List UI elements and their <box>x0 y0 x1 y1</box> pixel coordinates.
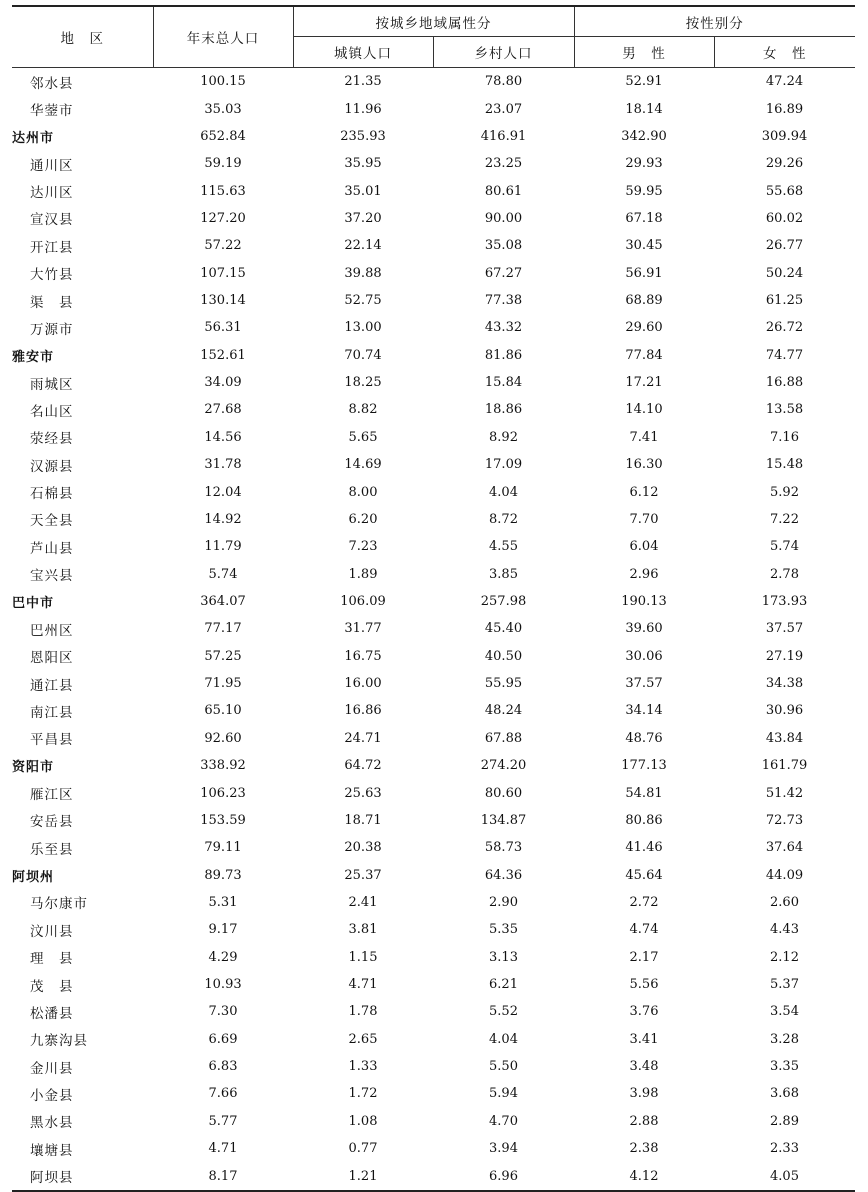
cell-female: 74.77 <box>765 347 804 363</box>
cell-total: 31.78 <box>204 457 242 473</box>
cell-rural: 2.90 <box>489 894 518 910</box>
region-name: 汉源县 <box>30 458 74 475</box>
cell-urban: 2.41 <box>348 894 378 910</box>
table-header <box>12 6 855 68</box>
cell-male: 342.90 <box>621 128 667 144</box>
cell-male: 2.17 <box>629 949 659 965</box>
table-row-city <box>12 588 855 615</box>
table-row <box>12 424 855 451</box>
cell-male: 4.12 <box>574 1162 714 1190</box>
cell-male: 2.72 <box>629 894 659 910</box>
region-name: 松潘县 <box>30 1005 74 1022</box>
table-row <box>12 643 855 670</box>
cell-male: 7.41 <box>629 429 659 445</box>
cell-rural: 274.20 <box>480 758 527 774</box>
cell-urban: 13.00 <box>344 320 382 336</box>
cell-rural: 6.96 <box>433 1162 574 1190</box>
cell-total: 338.92 <box>200 758 246 774</box>
table-row <box>12 478 855 505</box>
cell-male: 80.86 <box>625 812 663 828</box>
cell-rural: 6.21 <box>489 977 518 993</box>
cell-urban: 1.72 <box>348 1086 378 1102</box>
region-name: 九寨沟县 <box>30 1033 88 1050</box>
cell-rural: 23.07 <box>484 101 523 117</box>
cell-rural: 90.00 <box>484 210 523 226</box>
cell-total: 34.09 <box>204 375 242 391</box>
cell-total: 92.60 <box>204 730 242 746</box>
table-body <box>12 68 855 1191</box>
cell-female: 44.09 <box>765 867 804 883</box>
cell-total: 27.68 <box>204 402 242 418</box>
cell-female: 7.16 <box>770 429 799 445</box>
header-rural: 乡村人口 <box>433 37 574 68</box>
cell-rural: 4.04 <box>489 484 518 500</box>
cell-rural: 40.50 <box>484 648 523 664</box>
cell-female: 15.48 <box>765 457 804 473</box>
cell-rural: 3.94 <box>489 1141 518 1157</box>
region-name: 雁江区 <box>30 787 74 804</box>
cell-total: 14.56 <box>204 429 242 445</box>
cell-male: 54.81 <box>625 785 663 801</box>
table-row <box>12 971 855 998</box>
region-name: 金川县 <box>30 1060 74 1077</box>
cell-urban: 2.65 <box>348 1031 378 1047</box>
cell-male: 34.14 <box>625 703 663 719</box>
cell-rural: 5.50 <box>489 1059 518 1075</box>
table-row <box>12 314 855 341</box>
cell-rural: 80.60 <box>484 785 523 801</box>
cell-male: 3.98 <box>629 1086 659 1102</box>
cell-male: 37.57 <box>625 676 663 692</box>
header-female: 女 性 <box>714 37 855 68</box>
cell-rural: 5.35 <box>489 922 518 938</box>
cell-rural: 67.27 <box>484 265 523 281</box>
cell-rural: 45.40 <box>484 621 523 637</box>
cell-urban: 5.65 <box>348 429 378 445</box>
cell-female: 37.57 <box>765 621 804 637</box>
cell-female: 3.68 <box>770 1086 799 1102</box>
cell-female: 5.74 <box>770 539 799 555</box>
cell-female: 161.79 <box>761 758 808 774</box>
cell-urban: 25.63 <box>344 785 382 801</box>
table-row <box>12 670 855 697</box>
cell-rural: 35.08 <box>484 238 523 254</box>
table-row <box>12 1080 855 1107</box>
cell-male: 30.06 <box>625 648 663 664</box>
cell-urban: 16.86 <box>344 703 382 719</box>
cell-urban: 22.14 <box>344 238 382 254</box>
table-row <box>12 232 855 259</box>
table-row <box>12 560 855 587</box>
cell-rural: 5.94 <box>489 1086 518 1102</box>
cell-male: 17.21 <box>625 375 663 391</box>
cell-urban: 11.96 <box>344 101 382 117</box>
cell-urban: 16.75 <box>344 648 382 664</box>
cell-urban: 4.71 <box>348 977 378 993</box>
cell-rural: 8.92 <box>489 429 518 445</box>
region-name: 茂 县 <box>30 978 74 995</box>
cell-total: 35.03 <box>204 101 242 117</box>
cell-urban: 52.75 <box>344 293 382 309</box>
cell-female: 3.54 <box>770 1004 799 1020</box>
table-row <box>12 1026 855 1053</box>
table-row <box>12 779 855 806</box>
region-name: 天全县 <box>30 513 74 530</box>
cell-male: 29.93 <box>625 156 663 172</box>
cell-total: 11.79 <box>204 539 242 555</box>
cell-rural: 4.55 <box>489 539 518 555</box>
cell-total: 56.31 <box>204 320 242 336</box>
cell-male: 14.10 <box>625 402 663 418</box>
cell-female: 4.43 <box>770 922 799 938</box>
cell-rural: 17.09 <box>484 457 523 473</box>
cell-urban: 1.89 <box>348 566 378 582</box>
cell-total: 59.19 <box>204 156 242 172</box>
region-name: 达州市 <box>12 130 55 146</box>
cell-urban: 35.01 <box>344 183 382 199</box>
cell-female: 72.73 <box>765 812 804 828</box>
cell-female: 60.02 <box>765 210 804 226</box>
cell-female: 26.72 <box>765 320 804 336</box>
cell-total: 10.93 <box>204 977 242 993</box>
table-row <box>12 533 855 560</box>
table-row <box>12 1162 855 1190</box>
cell-rural: 3.13 <box>489 949 518 965</box>
cell-total: 79.11 <box>204 840 242 856</box>
table-row <box>12 615 855 642</box>
table-row <box>12 205 855 232</box>
cell-urban: 64.72 <box>344 758 382 774</box>
cell-male: 16.30 <box>625 457 663 473</box>
cell-female: 61.25 <box>765 293 804 309</box>
region-name: 资阳市 <box>12 760 55 776</box>
header-region: 地 区 <box>12 6 153 68</box>
cell-urban: 20.38 <box>344 840 382 856</box>
region-name: 雅安市 <box>12 349 55 365</box>
cell-male: 45.64 <box>625 867 663 883</box>
table-row <box>12 1108 855 1135</box>
table-row <box>12 369 855 396</box>
region-name: 荥经县 <box>30 431 74 448</box>
region-name: 巴中市 <box>12 596 55 611</box>
cell-male: 30.45 <box>625 238 663 254</box>
region-name: 宣汉县 <box>30 212 74 229</box>
cell-female: 5.92 <box>770 484 799 500</box>
cell-total: 5.31 <box>208 894 238 910</box>
region-name: 小金县 <box>30 1087 74 1104</box>
table-row-city <box>12 342 855 369</box>
cell-total: 57.22 <box>204 238 242 254</box>
cell-male: 6.04 <box>629 539 659 555</box>
cell-rural: 15.84 <box>484 375 523 391</box>
cell-female: 5.37 <box>770 977 799 993</box>
cell-total: 5.77 <box>208 1113 238 1129</box>
cell-urban: 31.77 <box>344 621 382 637</box>
cell-female: 2.60 <box>770 894 799 910</box>
cell-urban: 1.78 <box>348 1004 378 1020</box>
cell-urban: 37.20 <box>344 210 382 226</box>
region-name: 理 县 <box>30 951 74 968</box>
cell-urban: 39.88 <box>344 265 382 281</box>
cell-rural: 4.70 <box>489 1113 518 1129</box>
table-row <box>12 916 855 943</box>
cell-female: 3.35 <box>770 1059 799 1075</box>
cell-female: 51.42 <box>765 785 804 801</box>
cell-male: 2.96 <box>629 566 659 582</box>
cell-female: 55.68 <box>765 183 804 199</box>
cell-female: 27.19 <box>765 648 804 664</box>
cell-rural: 23.25 <box>484 156 523 172</box>
table-row <box>12 396 855 423</box>
cell-female: 16.89 <box>765 101 804 117</box>
cell-rural: 67.88 <box>484 730 523 746</box>
cell-male: 68.89 <box>625 293 663 309</box>
cell-urban: 70.74 <box>344 347 382 363</box>
cell-female: 309.94 <box>761 128 808 144</box>
region-name: 平昌县 <box>30 732 74 749</box>
cell-female: 47.24 <box>765 74 804 90</box>
table-row <box>12 807 855 834</box>
cell-female: 173.93 <box>761 594 808 609</box>
cell-total: 127.20 <box>200 210 246 226</box>
region-name: 通江县 <box>30 677 74 694</box>
region-name: 黑水县 <box>30 1115 74 1132</box>
cell-female: 13.58 <box>765 402 804 418</box>
cell-female: 30.96 <box>765 703 804 719</box>
region-name: 名山区 <box>30 403 74 420</box>
cell-total: 7.66 <box>208 1086 238 1102</box>
cell-urban: 25.37 <box>344 867 382 883</box>
region-name: 万源市 <box>30 321 74 338</box>
cell-male: 4.74 <box>629 922 659 938</box>
region-name: 邻水县 <box>30 75 74 92</box>
table-row-city <box>12 752 855 779</box>
cell-urban: 3.81 <box>348 922 378 938</box>
cell-female: 37.64 <box>765 840 804 856</box>
cell-female: 4.05 <box>714 1162 855 1190</box>
table-row <box>12 1135 855 1162</box>
cell-male: 3.76 <box>629 1004 659 1020</box>
cell-male: 29.60 <box>625 320 663 336</box>
cell-total: 652.84 <box>200 128 246 144</box>
cell-urban: 106.09 <box>340 594 386 609</box>
cell-male: 18.14 <box>625 101 663 117</box>
cell-total: 5.74 <box>208 566 238 582</box>
cell-female: 29.26 <box>765 156 804 172</box>
cell-total: 7.30 <box>208 1004 238 1020</box>
cell-total: 4.29 <box>208 949 238 965</box>
cell-urban: 35.95 <box>344 156 382 172</box>
region-name: 达川区 <box>30 185 74 202</box>
cell-total: 8.17 <box>153 1162 293 1190</box>
cell-rural: 48.24 <box>484 703 523 719</box>
cell-urban: 7.23 <box>348 539 378 555</box>
cell-total: 57.25 <box>204 648 242 664</box>
cell-total: 106.23 <box>200 785 246 801</box>
region-name: 大竹县 <box>30 267 74 284</box>
cell-total: 153.59 <box>200 812 246 828</box>
table-row-city <box>12 861 855 888</box>
header-male: 男 性 <box>574 37 714 68</box>
cell-urban: 16.00 <box>344 676 382 692</box>
cell-male: 39.60 <box>625 621 663 637</box>
table-row <box>12 68 855 96</box>
cell-urban: 8.00 <box>348 484 378 500</box>
region-name: 阿坝县 <box>12 1162 153 1190</box>
cell-urban: 1.21 <box>293 1162 433 1190</box>
cell-rural: 4.04 <box>489 1031 518 1047</box>
header-urban: 城镇人口 <box>293 37 433 68</box>
cell-male: 3.41 <box>629 1031 659 1047</box>
cell-rural: 80.61 <box>484 183 523 199</box>
cell-female: 26.77 <box>765 238 804 254</box>
cell-rural: 64.36 <box>484 867 523 883</box>
cell-urban: 1.15 <box>348 949 378 965</box>
table-row <box>12 150 855 177</box>
table-row-city <box>12 123 855 150</box>
cell-female: 2.78 <box>770 566 799 582</box>
cell-rural: 134.87 <box>480 812 527 828</box>
cell-total: 71.95 <box>204 676 242 692</box>
cell-urban: 18.71 <box>344 812 382 828</box>
cell-total: 4.71 <box>208 1141 238 1157</box>
cell-male: 67.18 <box>625 210 663 226</box>
region-name: 华蓥市 <box>30 103 74 120</box>
table-row <box>12 1053 855 1080</box>
cell-urban: 6.20 <box>348 511 378 527</box>
region-name: 恩阳区 <box>30 650 74 667</box>
cell-male: 2.38 <box>629 1141 659 1157</box>
cell-male: 190.13 <box>621 594 667 609</box>
table-row <box>12 506 855 533</box>
cell-urban: 24.71 <box>344 730 382 746</box>
table-row <box>12 451 855 478</box>
region-name: 汶川县 <box>30 923 74 940</box>
cell-rural: 43.32 <box>484 320 523 336</box>
cell-rural: 78.80 <box>484 74 523 90</box>
cell-male: 48.76 <box>625 730 663 746</box>
region-name: 芦山县 <box>30 540 74 557</box>
cell-urban: 14.69 <box>344 457 382 473</box>
cell-total: 100.15 <box>200 74 246 90</box>
cell-total: 6.83 <box>208 1059 238 1075</box>
table-row <box>12 834 855 861</box>
cell-female: 2.89 <box>770 1113 799 1129</box>
cell-total: 14.92 <box>204 511 242 527</box>
cell-male: 5.56 <box>629 977 659 993</box>
cell-rural: 257.98 <box>480 594 527 609</box>
region-name: 马尔康市 <box>30 896 88 913</box>
cell-male: 6.12 <box>629 484 659 500</box>
cell-male: 3.48 <box>629 1059 659 1075</box>
cell-total: 107.15 <box>200 265 246 281</box>
header-total-population: 年末总人口 <box>153 6 293 68</box>
cell-rural: 8.72 <box>489 511 518 527</box>
cell-urban: 18.25 <box>344 375 382 391</box>
region-name: 安岳县 <box>30 814 74 831</box>
cell-urban: 235.93 <box>340 128 386 144</box>
header-urban-rural-group: 按城乡地域属性分 <box>293 6 574 37</box>
table-row <box>12 177 855 204</box>
cell-total: 6.69 <box>208 1031 238 1047</box>
region-name: 宝兴县 <box>30 568 74 585</box>
cell-male: 177.13 <box>621 758 667 774</box>
cell-urban: 1.33 <box>348 1059 378 1075</box>
region-name: 乐至县 <box>30 841 74 858</box>
cell-female: 7.22 <box>770 511 799 527</box>
cell-total: 77.17 <box>204 621 242 637</box>
table-row <box>12 725 855 752</box>
cell-total: 130.14 <box>200 293 246 309</box>
region-name: 石棉县 <box>30 486 74 503</box>
cell-female: 2.12 <box>770 949 799 965</box>
table-row <box>12 889 855 916</box>
cell-male: 2.88 <box>629 1113 659 1129</box>
region-name: 渠 县 <box>30 294 74 311</box>
cell-rural: 58.73 <box>484 840 523 856</box>
cell-total: 9.17 <box>208 922 238 938</box>
cell-rural: 416.91 <box>480 128 527 144</box>
cell-female: 3.28 <box>770 1031 799 1047</box>
cell-rural: 18.86 <box>484 402 523 418</box>
cell-female: 50.24 <box>765 265 804 281</box>
region-name: 壤塘县 <box>30 1142 74 1159</box>
cell-total: 12.04 <box>204 484 242 500</box>
cell-rural: 3.85 <box>489 566 518 582</box>
cell-rural: 55.95 <box>484 676 523 692</box>
population-table <box>12 5 855 1192</box>
table-row <box>12 944 855 971</box>
region-name: 阿坝州 <box>12 869 55 885</box>
cell-female: 43.84 <box>765 730 804 746</box>
cell-male: 56.91 <box>625 265 663 281</box>
cell-total: 115.63 <box>200 183 246 199</box>
cell-male: 7.70 <box>629 511 659 527</box>
cell-urban: 1.08 <box>348 1113 378 1129</box>
cell-urban: 0.77 <box>348 1141 378 1157</box>
cell-urban: 8.82 <box>348 402 378 418</box>
cell-rural: 5.52 <box>489 1004 518 1020</box>
table-row <box>12 287 855 314</box>
cell-total: 364.07 <box>200 594 246 609</box>
region-name: 开江县 <box>30 239 74 256</box>
cell-female: 16.88 <box>765 375 804 391</box>
cell-male: 77.84 <box>625 347 663 363</box>
table-row <box>12 95 855 122</box>
cell-urban: 21.35 <box>344 74 382 90</box>
cell-male: 52.91 <box>625 74 663 90</box>
cell-female: 34.38 <box>765 676 804 692</box>
table-row <box>12 998 855 1025</box>
table-row <box>12 260 855 287</box>
cell-female: 2.33 <box>770 1141 799 1157</box>
region-name: 巴州区 <box>30 622 74 639</box>
header-sex-group: 按性别分 <box>574 6 855 37</box>
region-name: 雨城区 <box>30 376 74 393</box>
cell-male: 59.95 <box>625 183 663 199</box>
cell-total: 89.73 <box>204 867 242 883</box>
region-name: 南江县 <box>30 704 74 721</box>
cell-total: 65.10 <box>204 703 242 719</box>
cell-rural: 77.38 <box>484 293 523 309</box>
cell-total: 152.61 <box>200 347 246 363</box>
cell-rural: 81.86 <box>484 347 523 363</box>
cell-male: 41.46 <box>625 840 663 856</box>
table-row <box>12 697 855 724</box>
region-name: 通川区 <box>30 157 74 174</box>
